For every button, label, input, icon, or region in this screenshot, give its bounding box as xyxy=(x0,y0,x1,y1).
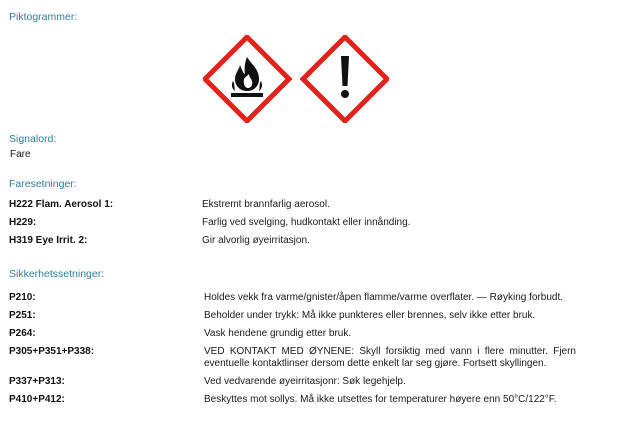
precaution-text: Holdes vekk fra varme/gnister/åpen flamme/varme overflater. — Røyking forbudt. xyxy=(204,292,564,303)
precaution-code: P337+P313: xyxy=(9,376,65,387)
exclamation-mark-icon xyxy=(303,37,387,121)
hazard-heading: Faresetninger: xyxy=(9,178,77,190)
precaution-code: P251: xyxy=(9,310,36,321)
hazard-text: Gir alvorlig øyeirritasjon. xyxy=(202,235,310,246)
flame-icon xyxy=(205,37,289,121)
hazard-text: Farlig ved svelging, hudkontakt eller innånding. xyxy=(202,217,411,228)
precaution-text: Beholder under trykk: Må ikke punkteres eller brennes, selv ikke etter bruk. xyxy=(204,310,536,321)
hazard-text: Ekstremt brannfarlig aerosol. xyxy=(202,199,330,210)
hazard-code: H319 Eye Irrit. 2: xyxy=(9,235,88,246)
precaution-code: P410+P412: xyxy=(9,394,65,405)
precaution-code: P210: xyxy=(9,292,36,303)
signal-word: Fare xyxy=(10,149,31,160)
precaution-text: Vask hendene grundig etter bruk. xyxy=(204,328,352,339)
pictogram-group xyxy=(203,35,389,123)
signal-heading: Signalord: xyxy=(9,133,57,145)
precaution-code: P264: xyxy=(9,328,36,339)
hazard-code: H229: xyxy=(9,217,37,228)
pictograms-heading: Piktogrammer: xyxy=(9,11,78,23)
precaution-text: Beskyttes mot sollys. Må ikke utsettes for temperaturer høyere enn 50°C/122°F. xyxy=(204,394,557,405)
precaution-text: VED KONTAKT MED ØYNENE: Skyll forsiktig med vann i flere minutter. Fjern eventuelle kontaktlinser dersom dette enkelt lar seg gjøre. Fortsett skyllingen. xyxy=(204,346,576,369)
hazard-code: H222 Flam. Aerosol 1: xyxy=(9,199,114,210)
precaution-heading: Sikkerhetssetninger: xyxy=(9,268,105,280)
precaution-code: P305+P351+P338: xyxy=(9,346,95,357)
precaution-text: Ved vedvarende øyeirritasjonr: Søk legehjelp. xyxy=(204,376,406,387)
